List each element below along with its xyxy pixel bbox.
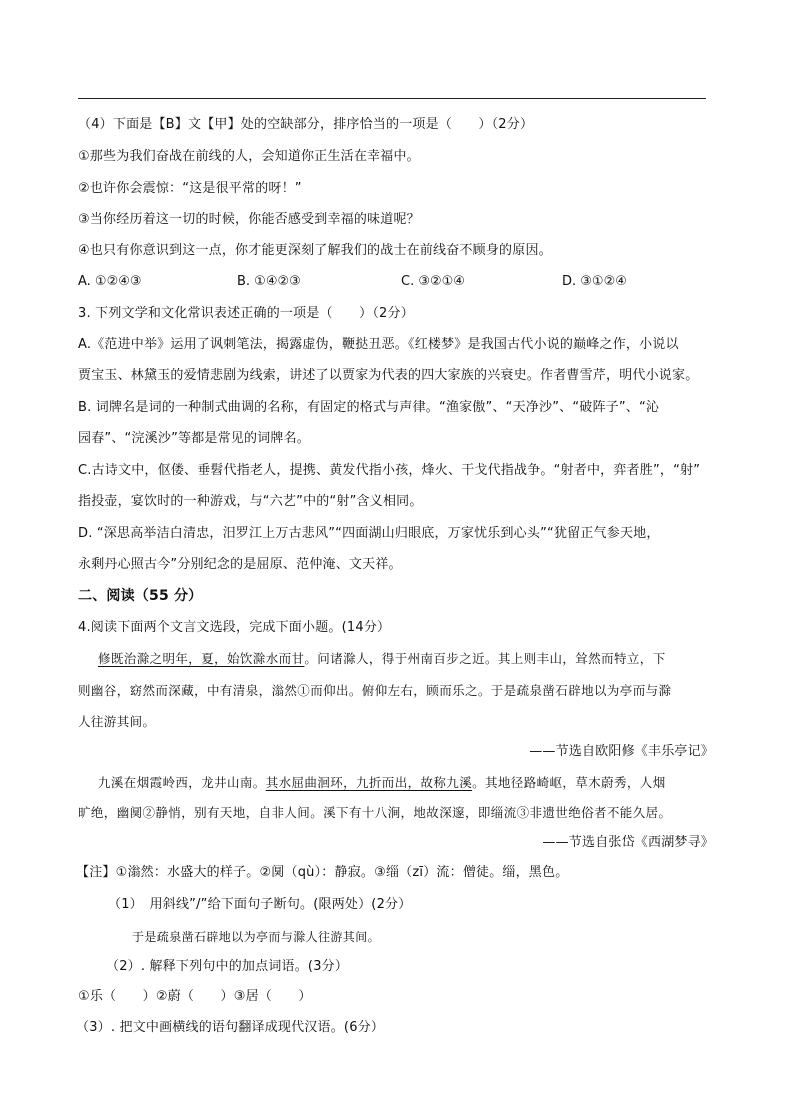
q4-option-a: A. ①②④③: [78, 274, 142, 289]
q4-item-3: ③当你经历着这一切的时候，你能否感受到幸福的味道呢？: [78, 212, 420, 227]
q3-prompt: 3. 下列文学和文化常识表述正确的一项是（ ）（2分）: [78, 306, 414, 321]
sub1-prompt: （1） 用斜线”/”给下面句子断句。(限两处）(2分）: [108, 897, 412, 912]
passage1-source: ——节选自欧阳修《丰乐亭记》: [529, 744, 714, 759]
q3-line-4: 园春”、“浣溪沙”等都是常见的词牌名。: [78, 431, 311, 446]
q4b-prompt: 4.阅读下面两个文言文选段，完成下面小题。(14分）: [78, 620, 391, 635]
q4-option-b: B. ①④②③: [237, 274, 301, 289]
passage2-source: ——节选自张岱《西湖梦寻》: [542, 835, 714, 850]
passage2-underlined: 其水屈曲洄环，九折而出，故称九溪: [265, 775, 473, 790]
q4-item-2: ②也许你会震惊：“这是很平常的呀！”: [78, 181, 302, 196]
passage1-underlined: 修既治滁之明年，夏，始饮滁水而甘: [98, 651, 305, 666]
q3-line-1: A.《范进中举》运用了讽刺笔法，揭露虚伪，鞭挞丑恶。《红楼梦》是我国古代小说的巅峰之作，小说以: [78, 337, 679, 352]
q3-line-2: 贾宝玉、林黛玉的爱情悲剧为线索，讲述了以贾家为代表的四大家族的兴衰史。作者曹雪芹，明代小说家。: [78, 368, 699, 383]
q3-line-5: C.古诗文中，伛偻、垂髫代指老人，提携、黄发代指小孩，烽火、干戈代指战争。“射者中，弈者胜”，“射”: [78, 463, 701, 478]
sub3-prompt: （3）. 把文中画横线的语句翻译成现代汉语。(6分）: [76, 1020, 385, 1035]
q4-prompt: （4）下面是【B】文【甲】处的空缺部分，排序恰当的一项是（ ）（2分）: [78, 117, 534, 132]
passage2-line-2: 旷绝，幽阒②静悄，别有天地，自非人间。溪下有十八涧，地故深邃，即缁流③非遗世绝俗者不能久居。: [78, 805, 672, 820]
annotation-note: 【注】①滃然：水盛大的样子。②阒（qù）：静寂。③缁（zī）流：僧徒。缁，黑色。: [76, 865, 569, 880]
q4-option-d: D. ③①②④: [562, 274, 627, 289]
sub2-prompt: （2）. 解释下列句中的加点词语。(3分）: [106, 959, 349, 974]
q3-line-8: 永剩丹心照古今”分别纪念的是屈原、范仲淹、文天祥。: [78, 557, 402, 572]
q3-line-6: 指投壶，宴饮时的一种游戏，与“六艺”中的“射”含义相同。: [78, 494, 423, 509]
q4-item-4: ④也只有你意识到这一点，你才能更深刻了解我们的战士在前线奋不顾身的原因。: [78, 243, 552, 258]
passage1-line-1: 修既治滁之明年，夏，始饮滁水而甘。问诸滁人，得于州南百步之近。其上则丰山，耸然而特立，下: [98, 651, 666, 666]
header-rule: [78, 98, 706, 99]
passage1-line-2: 则幽谷，窈然而深藏，中有清泉，滃然①而仰出。俯仰左右，顾而乐之。于是疏泉凿石辟地以为亭而与滁: [78, 683, 672, 698]
sub1-sentence: 于是疏泉凿石辟地以为亭而与滁人往游其间。: [132, 930, 381, 944]
q3-line-3: B. 词牌名是词的一种制式曲调的名称，有固定的格式与声律。“渔家傲”、“天净沙”、“破阵子”、“沁: [78, 400, 660, 415]
q3-line-7: D. “深思高举洁白清忠，汨罗江上万古悲风”“四面湖山归眼底，万家忧乐到心头”“犹留正气参天地，: [78, 526, 660, 541]
q4-option-c: C. ③②①④: [401, 274, 465, 289]
section-title: 二、阅读（55 分）: [78, 588, 203, 604]
q4-item-1: ①那些为我们奋战在前线的人，会知道你正生活在幸福中。: [78, 149, 420, 164]
sub2-items: ①乐（ ）②蔚（ ）③居（ ）: [78, 989, 312, 1004]
passage2-line-1: 九溪在烟霞岭西，龙井山南。其水屈曲洄环，九折而出，故称九溪。其地径路崎岖，草木蔚秀，人烟: [98, 775, 666, 790]
passage1-line-3: 人往游其间。: [78, 714, 156, 729]
